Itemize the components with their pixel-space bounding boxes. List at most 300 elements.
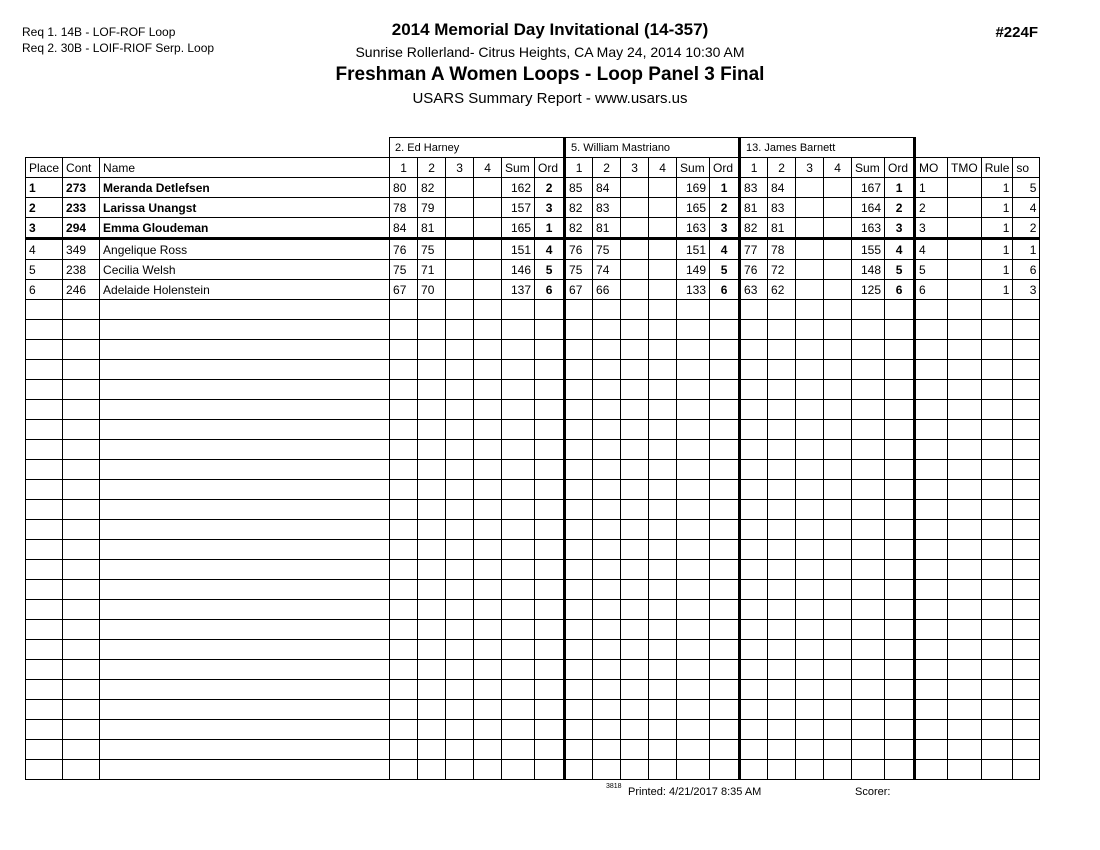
empty-cell <box>100 540 390 560</box>
empty-cell <box>418 400 446 420</box>
empty-cell <box>981 580 1013 600</box>
empty-cell <box>474 460 502 480</box>
column-header: Ord <box>885 158 915 178</box>
empty-cell <box>621 580 649 600</box>
score-cell: 82 <box>565 198 593 218</box>
empty-cell <box>981 500 1013 520</box>
empty-cell <box>740 340 768 360</box>
empty-cell <box>565 560 593 580</box>
empty-cell <box>26 500 63 520</box>
empty-cell <box>474 300 502 320</box>
empty-cell <box>446 520 474 540</box>
empty-cell <box>100 320 390 340</box>
score-cell: 67 <box>390 280 418 300</box>
empty-cell <box>63 540 100 560</box>
empty-cell <box>981 420 1013 440</box>
table-row <box>26 740 1040 760</box>
empty-cell <box>535 440 565 460</box>
empty-cell <box>677 300 710 320</box>
empty-cell <box>981 640 1013 660</box>
empty-cell <box>565 720 593 740</box>
score-cell <box>649 218 677 239</box>
ordinal-cell: 6 <box>710 280 740 300</box>
empty-cell <box>535 620 565 640</box>
empty-cell <box>474 400 502 420</box>
score-cell: 77 <box>740 239 768 260</box>
empty-cell <box>63 600 100 620</box>
empty-cell <box>710 540 740 560</box>
table-row <box>26 198 1040 218</box>
empty-cell <box>852 400 885 420</box>
sum-cell: 151 <box>677 239 710 260</box>
empty-cell <box>677 440 710 460</box>
empty-cell <box>26 540 63 560</box>
empty-cell <box>502 600 535 620</box>
empty-cell <box>710 600 740 620</box>
empty-cell <box>885 420 915 440</box>
footer-code: 3818 <box>606 783 622 790</box>
empty-cell <box>824 760 852 780</box>
empty-cell <box>621 400 649 420</box>
empty-cell <box>446 360 474 380</box>
table-row <box>26 560 1040 580</box>
empty-cell <box>565 580 593 600</box>
empty-cell <box>26 480 63 500</box>
empty-cell <box>710 700 740 720</box>
ordinal-cell: 2 <box>710 198 740 218</box>
empty-cell <box>1013 760 1040 780</box>
empty-cell <box>26 380 63 400</box>
empty-cell <box>885 540 915 560</box>
empty-cell <box>502 540 535 560</box>
empty-cell <box>677 480 710 500</box>
empty-cell <box>565 400 593 420</box>
empty-cell <box>63 700 100 720</box>
table-row <box>26 360 1040 380</box>
empty-cell <box>621 600 649 620</box>
empty-cell <box>100 300 390 320</box>
sum-cell: 133 <box>677 280 710 300</box>
table-row <box>26 720 1040 740</box>
empty-cell <box>565 760 593 780</box>
empty-cell <box>948 460 982 480</box>
empty-cell <box>621 520 649 540</box>
empty-cell <box>1013 580 1040 600</box>
empty-cell <box>418 680 446 700</box>
empty-cell <box>885 580 915 600</box>
empty-cell <box>885 620 915 640</box>
empty-cell <box>796 380 824 400</box>
empty-cell <box>740 440 768 460</box>
empty-cell <box>100 360 390 380</box>
empty-cell <box>885 560 915 580</box>
empty-cell <box>768 320 796 340</box>
empty-cell <box>852 540 885 560</box>
empty-cell <box>915 660 948 680</box>
empty-cell <box>446 420 474 440</box>
empty-cell <box>63 680 100 700</box>
empty-cell <box>885 720 915 740</box>
empty-cell <box>593 320 621 340</box>
table-row <box>26 300 1040 320</box>
division-title: Freshman A Women Loops - Loop Panel 3 Final <box>335 64 765 85</box>
rule-cell: 1 <box>981 218 1013 239</box>
empty-cell <box>502 300 535 320</box>
table-row <box>26 620 1040 640</box>
empty-cell <box>535 540 565 560</box>
empty-cell <box>796 420 824 440</box>
column-header: 3 <box>796 158 824 178</box>
empty-cell <box>649 660 677 680</box>
empty-cell <box>948 500 982 520</box>
empty-cell <box>768 360 796 380</box>
empty-cell <box>796 480 824 500</box>
empty-cell <box>100 500 390 520</box>
empty-cell <box>390 700 418 720</box>
empty-cell <box>981 460 1013 480</box>
empty-cell <box>418 740 446 760</box>
empty-cell <box>390 420 418 440</box>
table-row <box>26 420 1040 440</box>
empty-cell <box>915 620 948 640</box>
empty-cell <box>593 600 621 620</box>
empty-cell <box>593 580 621 600</box>
empty-cell <box>981 560 1013 580</box>
score-cell <box>474 218 502 239</box>
empty-cell <box>824 360 852 380</box>
empty-cell <box>446 400 474 420</box>
empty-cell <box>418 320 446 340</box>
empty-cell <box>915 340 948 360</box>
empty-cell <box>710 400 740 420</box>
empty-cell <box>565 640 593 660</box>
empty-cell <box>474 440 502 460</box>
empty-cell <box>796 540 824 560</box>
empty-cell <box>740 360 768 380</box>
table-row <box>26 500 1040 520</box>
empty-cell <box>948 540 982 560</box>
empty-cell <box>474 500 502 520</box>
mo-cell: 5 <box>915 260 948 280</box>
empty-cell <box>852 720 885 740</box>
empty-cell <box>824 480 852 500</box>
empty-cell <box>100 380 390 400</box>
empty-cell <box>418 660 446 680</box>
empty-cell <box>740 320 768 340</box>
empty-cell <box>100 560 390 580</box>
score-cell <box>474 178 502 198</box>
empty-cell <box>565 600 593 620</box>
empty-cell <box>948 420 982 440</box>
empty-cell <box>852 460 885 480</box>
empty-cell <box>63 560 100 580</box>
empty-cell <box>824 620 852 640</box>
empty-cell <box>677 760 710 780</box>
empty-cell <box>824 320 852 340</box>
so-cell: 3 <box>1013 280 1040 300</box>
empty-cell <box>446 340 474 360</box>
empty-cell <box>26 680 63 700</box>
empty-cell <box>502 680 535 700</box>
empty-cell <box>710 440 740 460</box>
empty-cell <box>885 740 915 760</box>
empty-cell <box>885 400 915 420</box>
empty-cell <box>981 700 1013 720</box>
empty-cell <box>915 320 948 340</box>
sum-cell: 169 <box>677 178 710 198</box>
column-header: 1 <box>740 158 768 178</box>
empty-cell <box>100 700 390 720</box>
empty-cell <box>915 600 948 620</box>
empty-cell <box>824 540 852 560</box>
empty-cell <box>885 520 915 540</box>
empty-cell <box>852 340 885 360</box>
empty-cell <box>981 540 1013 560</box>
empty-cell <box>677 360 710 380</box>
empty-cell <box>948 680 982 700</box>
score-cell <box>649 198 677 218</box>
empty-cell <box>885 680 915 700</box>
empty-cell <box>390 400 418 420</box>
table-row <box>26 260 1040 280</box>
empty-cell <box>824 420 852 440</box>
empty-cell <box>535 480 565 500</box>
empty-cell <box>740 500 768 520</box>
empty-cell <box>768 660 796 680</box>
empty-cell <box>593 400 621 420</box>
empty-cell <box>649 600 677 620</box>
empty-cell <box>824 440 852 460</box>
empty-cell <box>446 300 474 320</box>
empty-cell <box>649 720 677 740</box>
empty-cell <box>796 720 824 740</box>
empty-cell <box>710 760 740 780</box>
empty-cell <box>621 660 649 680</box>
table-row <box>26 480 1040 500</box>
empty-cell <box>26 740 63 760</box>
empty-cell <box>390 340 418 360</box>
empty-cell <box>390 560 418 580</box>
empty-cell <box>26 460 63 480</box>
skater-name: Adelaide Holenstein <box>100 280 390 300</box>
empty-cell <box>502 380 535 400</box>
empty-cell <box>100 340 390 360</box>
empty-cell <box>63 580 100 600</box>
empty-cell <box>1013 420 1040 440</box>
empty-cell <box>852 480 885 500</box>
empty-cell <box>852 380 885 400</box>
empty-cell <box>418 620 446 640</box>
printed-timestamp: Printed: 4/21/2017 8:35 AM <box>628 786 762 798</box>
empty-cell <box>502 480 535 500</box>
empty-cell <box>26 760 63 780</box>
empty-cell <box>710 660 740 680</box>
empty-cell <box>593 340 621 360</box>
empty-cell <box>26 560 63 580</box>
empty-cell <box>885 500 915 520</box>
empty-cell <box>768 520 796 540</box>
empty-cell <box>981 380 1013 400</box>
score-cell: 84 <box>390 218 418 239</box>
empty-cell <box>915 380 948 400</box>
empty-cell <box>710 580 740 600</box>
empty-cell <box>677 380 710 400</box>
empty-cell <box>26 580 63 600</box>
score-cell <box>446 260 474 280</box>
empty-cell <box>1013 740 1040 760</box>
empty-cell <box>768 700 796 720</box>
score-cell: 82 <box>565 218 593 239</box>
empty-cell <box>474 340 502 360</box>
empty-cell <box>677 660 710 680</box>
score-cell: 81 <box>740 198 768 218</box>
empty-cell <box>502 660 535 680</box>
empty-cell <box>418 480 446 500</box>
empty-cell <box>852 360 885 380</box>
empty-cell <box>852 420 885 440</box>
skater-name: Cecilia Welsh <box>100 260 390 280</box>
empty-cell <box>885 380 915 400</box>
empty-cell <box>593 380 621 400</box>
empty-cell <box>981 300 1013 320</box>
score-cell <box>824 178 852 198</box>
empty-cell <box>649 380 677 400</box>
empty-cell <box>740 420 768 440</box>
empty-cell <box>885 360 915 380</box>
empty-cell <box>824 520 852 540</box>
score-cell <box>796 239 824 260</box>
empty-cell <box>649 760 677 780</box>
empty-cell <box>649 320 677 340</box>
score-cell <box>649 178 677 198</box>
score-cell: 83 <box>593 198 621 218</box>
empty-cell <box>26 300 63 320</box>
empty-cell <box>565 340 593 360</box>
empty-cell <box>824 580 852 600</box>
score-cell <box>446 218 474 239</box>
empty-cell <box>1013 560 1040 580</box>
empty-cell <box>390 760 418 780</box>
empty-cell <box>63 400 100 420</box>
empty-cell <box>446 680 474 700</box>
empty-cell <box>100 420 390 440</box>
empty-cell <box>474 560 502 580</box>
empty-cell <box>621 460 649 480</box>
score-cell <box>824 218 852 239</box>
empty-cell <box>885 480 915 500</box>
empty-cell <box>100 720 390 740</box>
empty-cell <box>1013 480 1040 500</box>
empty-cell <box>649 460 677 480</box>
empty-cell <box>677 320 710 340</box>
empty-cell <box>502 340 535 360</box>
judge-name: 2. Ed Harney <box>390 138 565 158</box>
empty-cell <box>446 660 474 680</box>
so-cell: 6 <box>1013 260 1040 280</box>
score-cell: 76 <box>740 260 768 280</box>
empty-cell <box>915 680 948 700</box>
place-cell: 1 <box>26 178 63 198</box>
empty-cell <box>63 520 100 540</box>
empty-cell <box>852 320 885 340</box>
empty-cell <box>26 720 63 740</box>
empty-cell <box>824 380 852 400</box>
empty-cell <box>824 400 852 420</box>
empty-cell <box>796 560 824 580</box>
column-header: 2 <box>418 158 446 178</box>
empty-cell <box>649 400 677 420</box>
tmo-cell <box>948 260 982 280</box>
empty-cell <box>852 300 885 320</box>
column-header: 4 <box>824 158 852 178</box>
table-row <box>26 680 1040 700</box>
empty-cell <box>26 420 63 440</box>
empty-cell <box>63 720 100 740</box>
empty-cell <box>852 700 885 720</box>
empty-cell <box>502 420 535 440</box>
empty-cell <box>948 380 982 400</box>
empty-cell <box>915 400 948 420</box>
score-cell <box>824 198 852 218</box>
table-row <box>26 280 1040 300</box>
tmo-cell <box>948 280 982 300</box>
so-cell: 5 <box>1013 178 1040 198</box>
empty-cell <box>100 680 390 700</box>
empty-cell <box>768 580 796 600</box>
empty-cell <box>621 680 649 700</box>
table-row <box>26 580 1040 600</box>
empty-cell <box>915 740 948 760</box>
empty-cell <box>565 480 593 500</box>
empty-cell <box>63 740 100 760</box>
empty-cell <box>390 600 418 620</box>
empty-cell <box>824 680 852 700</box>
empty-cell <box>502 580 535 600</box>
column-header: 2 <box>593 158 621 178</box>
empty-cell <box>621 320 649 340</box>
empty-cell <box>740 640 768 660</box>
scorer-label: Scorer: <box>855 786 891 798</box>
empty-cell <box>502 460 535 480</box>
so-cell: 1 <box>1013 239 1040 260</box>
empty-cell <box>915 580 948 600</box>
empty-cell <box>710 360 740 380</box>
empty-cell <box>885 600 915 620</box>
empty-cell <box>948 400 982 420</box>
empty-cell <box>502 740 535 760</box>
empty-cell <box>535 420 565 440</box>
column-header: 1 <box>565 158 593 178</box>
empty-cell <box>677 700 710 720</box>
empty-cell <box>446 740 474 760</box>
empty-cell <box>710 680 740 700</box>
empty-cell <box>26 360 63 380</box>
empty-cell <box>796 320 824 340</box>
empty-cell <box>649 740 677 760</box>
empty-cell <box>446 760 474 780</box>
empty-cell <box>446 460 474 480</box>
sum-cell: 163 <box>677 218 710 239</box>
empty-cell <box>981 680 1013 700</box>
empty-cell <box>621 720 649 740</box>
empty-cell <box>26 640 63 660</box>
empty-cell <box>63 420 100 440</box>
empty-cell <box>885 320 915 340</box>
skater-name: Angelique Ross <box>100 239 390 260</box>
column-header: 1 <box>390 158 418 178</box>
sum-cell: 125 <box>852 280 885 300</box>
empty-cell <box>63 640 100 660</box>
